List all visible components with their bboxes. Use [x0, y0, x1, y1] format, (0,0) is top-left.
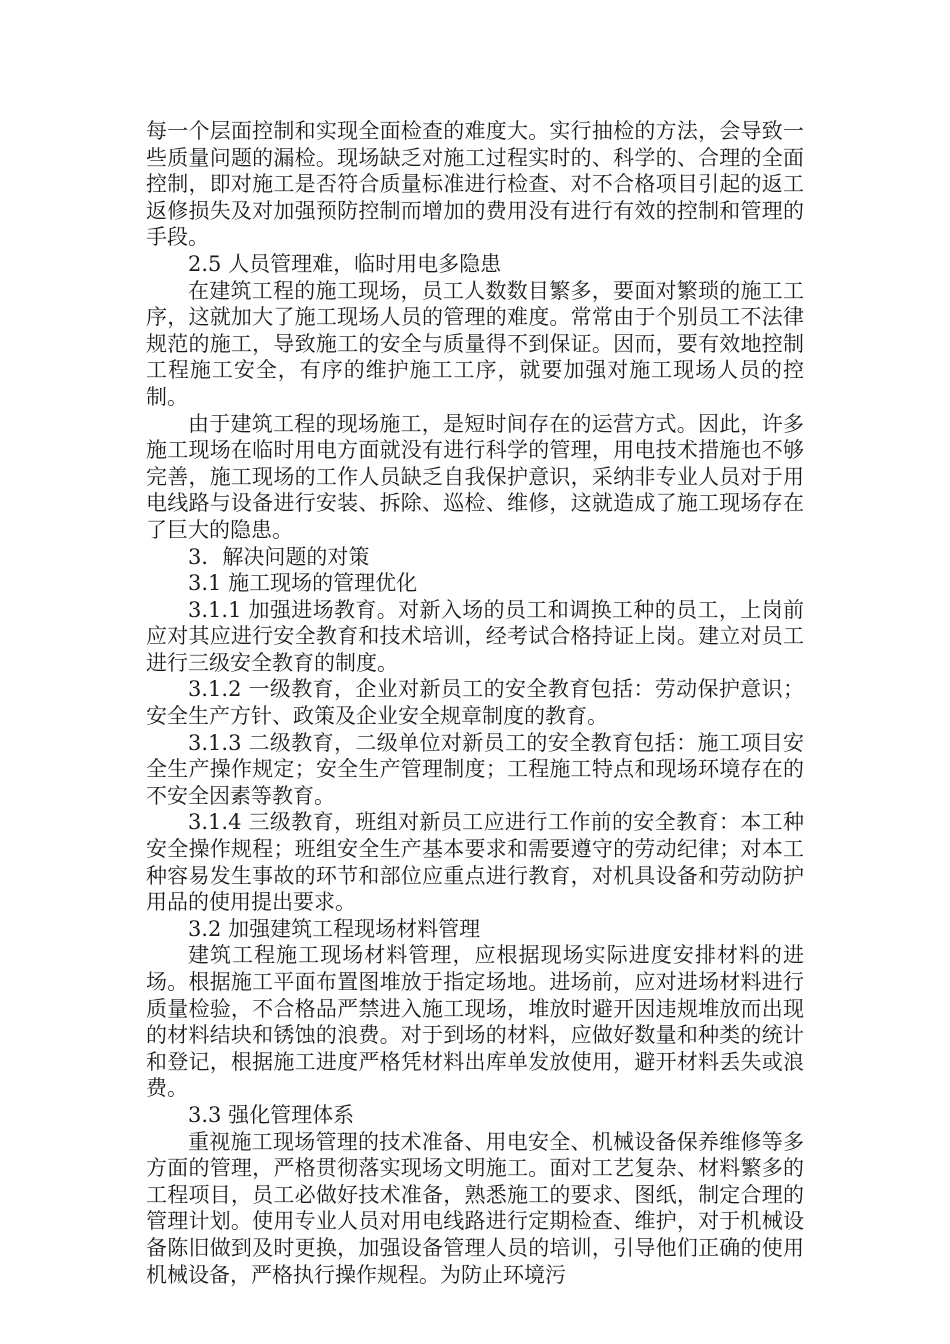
paragraph-3-1-4: 3.1.4 三级教育，班组对新员工应进行工作前的安全教育：本工种安全操作规程；班组安全生产基本要求和需要遵守的劳动纪律；对本工种容易发生事故的环节和部位应重点进行教育，对机具设备和劳动防护用品的使用提出要求。	[146, 810, 804, 915]
section-heading-3: 3．解决问题的对策	[188, 544, 370, 569]
paragraph-3-1-1: 3.1.1 加强进场教育。对新入场的员工和调换工种的员工，上岗前应对其应进行安全教育和技术培训，经考试合格持证上岗。建立对员工进行三级安全教育的制度。	[146, 597, 804, 675]
paragraph-3-2: 建筑工程施工现场材料管理，应根据现场实际进度安排材料的进场。根据施工平面布置图堆放于指定场地。进场前，应对进场材料进行质量检验，不合格品严禁进入施工现场，堆放时避开因违规堆放而出现的材料结块和锈蚀的浪费。对于到场的材料，应做好数量和种类的统计和登记，根据施工进度严格凭材料出库单发放使用，避开材料丢失或浪费。	[146, 943, 804, 1101]
document-page	[146, 118, 804, 1288]
section-heading-3-2: 3.2 加强建筑工程现场材料管理	[188, 916, 481, 941]
section-heading-3-3: 3.3 强化管理体系	[188, 1102, 355, 1127]
paragraph-3-3: 重视施工现场管理的技术准备、用电安全、机械设备保养维修等多方面的管理，严格贯彻落实现场文明施工。面对工艺复杂、材料繁多的工程项目，员工必做好技术准备，熟悉施工的要求、图纸，制定合理的管理计划。使用专业人员对用电线路进行定期检查、维护，对于机械设备陈旧做到及时更换，加强设备管理人员的培训，引导他们正确的使用机械设备，严格执行操作规程。为防止环境污	[146, 1129, 804, 1287]
paragraph-3-1-3: 3.1.3 二级教育，二级单位对新员工的安全教育包括：施工项目安全生产操作规定；安全生产管理制度；工程施工特点和现场环境存在的不安全因素等教育。	[146, 730, 804, 808]
paragraph-3: 由于建筑工程的现场施工，是短时间存在的运营方式。因此，许多施工现场在临时用电方面就没有进行科学的管理，用电技术措施也不够完善，施工现场的工作人员缺乏自我保护意识，采纳非专业人员对于用电线路与设备进行安装、拆除、巡检、维修，这就造成了施工现场存在了巨大的隐患。	[146, 411, 804, 542]
paragraph-1: 每一个层面控制和实现全面检查的难度大。实行抽检的方法，会导致一些质量问题的漏检。现场缺乏对施工过程实时的、科学的、合理的全面控制，即对施工是否符合质量标准进行检查、对不合格项目引起的返工返修损失及对加强预防控制而增加的费用没有进行有效的控制和管理的手段。	[146, 119, 804, 250]
section-heading-3-1: 3.1 施工现场的管理优化	[188, 571, 418, 596]
paragraph-2: 在建筑工程的施工现场，员工人数数目繁多，要面对繁琐的施工工序，这就加大了施工现场人员的管理的难度。常常由于个别员工不法律规范的施工，导致施工的安全与质量得不到保证。因而，要有效地控制工程施工安全，有序的维护施工工序，就要加强对施工现场人员的控制。	[146, 278, 804, 409]
paragraph-3-1-2: 3.1.2 一级教育，企业对新员工的安全教育包括：劳动保护意识；安全生产方针、政策及企业安全规章制度的教育。	[146, 677, 804, 729]
section-heading-2-5: 2.5 人员管理难，临时用电多隐患	[188, 251, 502, 276]
